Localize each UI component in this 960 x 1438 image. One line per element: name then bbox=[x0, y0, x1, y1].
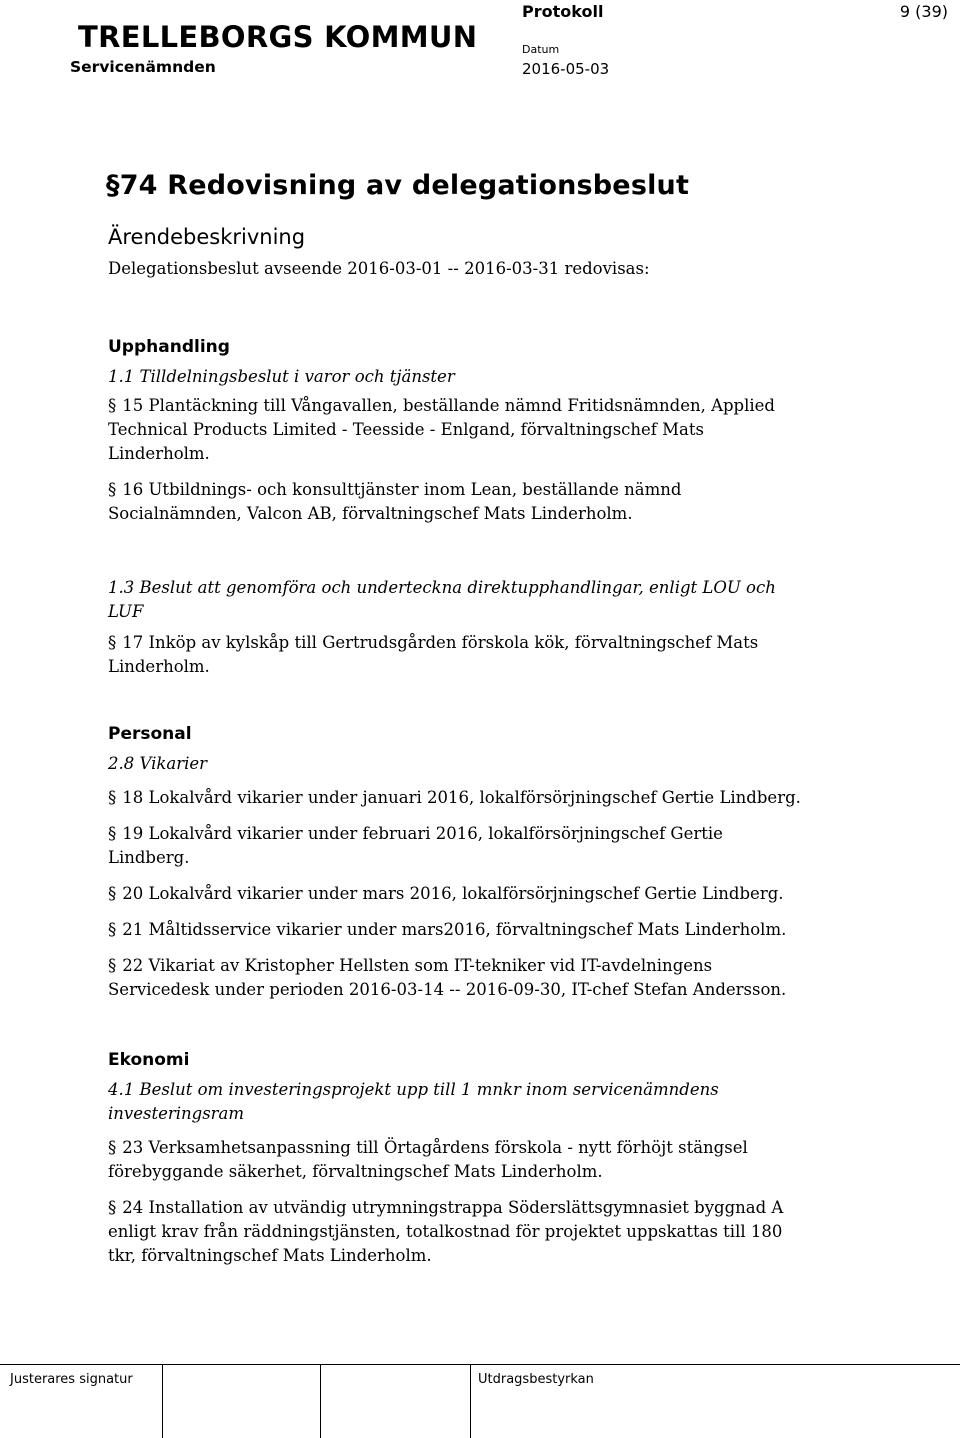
subsection-4-1-title: 4.1 Beslut om investeringsprojekt upp till 1 mnkr inom servicenämndens investeringsram bbox=[108, 1080, 719, 1123]
section-personal-title: Personal bbox=[108, 724, 192, 744]
date-value: 2016-05-03 bbox=[522, 60, 610, 78]
decision-text: 24 Installation av utvändig utrymningstrappa Söderslättsgymnasiet byggnad A enligt krav från räddningstjänsten, totalkostnad för projektet uppskattas till 180 tkr, förvaltningschef Mats Linderholm. bbox=[108, 1198, 784, 1265]
section-sign: § bbox=[108, 1198, 117, 1217]
document-title: §74 Redovisning av delegationsbeslut bbox=[106, 170, 690, 201]
decision-text: 15 Plantäckning till Vångavallen, beställande nämnd Fritidsnämnden, Applied Technical Products Limited - Teesside - Enlgand, förvaltningschef Mats Linderholm. bbox=[108, 396, 775, 463]
decision-item bbox=[108, 394, 808, 466]
decision-item bbox=[108, 918, 808, 942]
decision-text: 20 Lokalvård vikarier under mars 2016, lokalförsörjningschef Gertie Lindberg. bbox=[122, 884, 784, 903]
board-name: Servicenämnden bbox=[70, 58, 216, 76]
decision-item bbox=[108, 786, 808, 810]
decision-item bbox=[108, 1136, 808, 1184]
decision-text: 23 Verksamhetsanpassning till Örtagårdens förskola - nytt förhöjt stängsel förebyggande säkerhet, förvaltningschef Mats Linderholm. bbox=[108, 1138, 748, 1181]
organization-name: TRELLEBORGS KOMMUN bbox=[78, 20, 478, 54]
decision-text: 22 Vikariat av Kristopher Hellsten som IT-tekniker vid IT-avdelningens Servicedesk under perioden 2016-03-14 -- 2016-09-30, IT-chef Stefan Andersson. bbox=[108, 956, 787, 999]
decision-item bbox=[108, 882, 808, 906]
section-sign: § bbox=[108, 788, 117, 807]
section-sign: § bbox=[108, 824, 117, 843]
date-label: Datum bbox=[522, 43, 560, 56]
decision-item bbox=[108, 478, 808, 526]
decision-item bbox=[108, 1196, 808, 1268]
decision-item bbox=[108, 822, 808, 870]
decision-text: 17 Inköp av kylskåp till Gertrudsgården förskola kök, förvaltningschef Mats Linderholm. bbox=[108, 633, 759, 676]
footer-extract-label: Utdragsbestyrkan bbox=[478, 1372, 594, 1387]
section-sign: § bbox=[108, 920, 117, 939]
intro-text: Delegationsbeslut avseende 2016-03-01 -- 2016-03-31 redovisas: bbox=[108, 259, 650, 278]
section-sign: § bbox=[108, 1138, 117, 1157]
subsection-1-1-title: 1.1 Tilldelningsbeslut i varor och tjänster bbox=[108, 367, 455, 386]
section-sign: § bbox=[108, 884, 117, 903]
decision-item bbox=[108, 954, 808, 1002]
document-body bbox=[108, 170, 808, 1268]
page-number: 9 (39) bbox=[899, 2, 948, 21]
decision-text: 19 Lokalvård vikarier under februari 2016, lokalförsörjningschef Gertie Lindberg. bbox=[108, 824, 723, 867]
signature-box-divider bbox=[162, 1364, 163, 1438]
section-sign: § bbox=[108, 396, 117, 415]
document-type: Protokoll bbox=[522, 2, 604, 21]
footer-signature-label: Justerares signatur bbox=[10, 1372, 133, 1387]
section-heading: Ärendebeskrivning bbox=[108, 225, 306, 249]
section-upphandling-title: Upphandling bbox=[108, 337, 230, 357]
signature-box-divider bbox=[470, 1364, 471, 1438]
subsection-1-3-title: 1.3 Beslut att genomföra och underteckna direktupphandlingar, enligt LOU och LUF bbox=[108, 578, 776, 621]
subsection-2-8-title: 2.8 Vikarier bbox=[108, 754, 208, 773]
decision-item bbox=[108, 631, 808, 679]
decision-text: 18 Lokalvård vikarier under januari 2016, lokalförsörjningschef Gertie Lindberg. bbox=[122, 788, 801, 807]
section-sign: § bbox=[108, 633, 117, 652]
signature-box-divider bbox=[320, 1364, 321, 1438]
decision-text: 21 Måltidsservice vikarier under mars2016, förvaltningschef Mats Linderholm. bbox=[122, 920, 787, 939]
section-ekonomi-title: Ekonomi bbox=[108, 1050, 190, 1070]
section-sign: § bbox=[108, 480, 117, 499]
footer-divider bbox=[0, 1364, 960, 1365]
section-sign: § bbox=[108, 956, 117, 975]
decision-text: 16 Utbildnings- och konsulttjänster inom Lean, beställande nämnd Socialnämnden, Valcon AB, förvaltningschef Mats Linderholm. bbox=[108, 480, 682, 523]
